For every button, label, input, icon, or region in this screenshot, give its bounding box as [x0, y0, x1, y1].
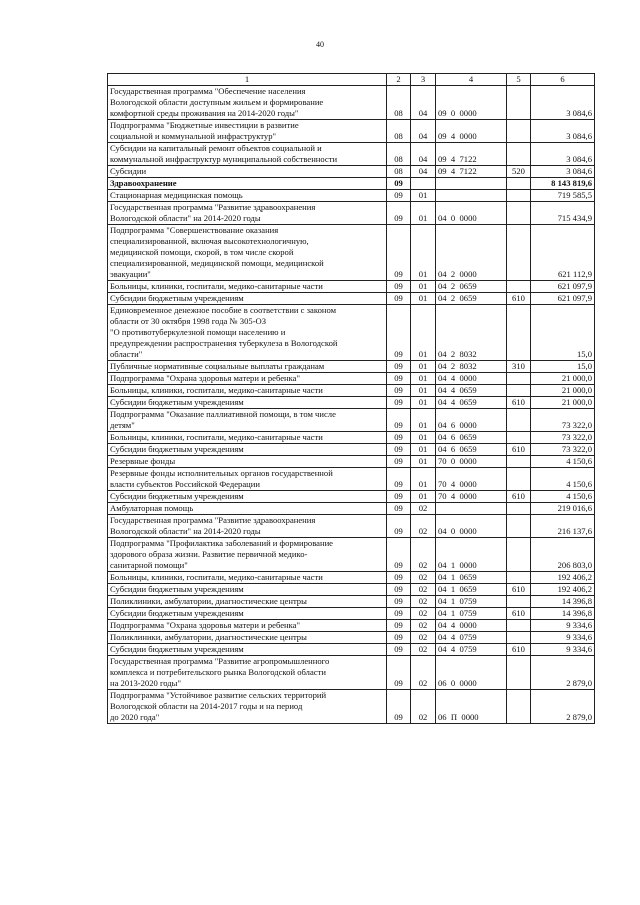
row-expense-type-cell	[507, 143, 531, 166]
row-subsection-cell: 02	[411, 644, 436, 656]
row-target-item-cell: 04 2 0659	[436, 293, 507, 305]
row-amount-cell: 21 000,0	[531, 397, 595, 409]
header-col-section: 2	[387, 74, 411, 86]
row-expense-type-cell	[507, 456, 531, 468]
table-row	[108, 538, 595, 572]
row-amount-cell: 73 322,0	[531, 409, 595, 432]
row-amount-cell: 73 322,0	[531, 432, 595, 444]
row-name-cell: Субсидии бюджетным учреждениям	[108, 608, 387, 620]
table-row	[108, 608, 595, 620]
row-target-item-cell: 04 6 0659	[436, 432, 507, 444]
row-target-item-cell: 04 4 0759	[436, 632, 507, 644]
row-name-cell: Поликлиники, амбулатории, диагностические центры	[108, 632, 387, 644]
row-subsection-cell: 01	[411, 305, 436, 361]
row-expense-type-cell	[507, 690, 531, 724]
row-section-cell: 09	[387, 608, 411, 620]
row-subsection-cell: 01	[411, 293, 436, 305]
row-amount-cell: 192 406,2	[531, 572, 595, 584]
row-expense-type-cell	[507, 281, 531, 293]
row-amount-cell: 15,0	[531, 361, 595, 373]
row-subsection-cell: 02	[411, 503, 436, 515]
row-amount-cell: 15,0	[531, 305, 595, 361]
row-subsection-cell: 02	[411, 620, 436, 632]
header-col-amount: 6	[531, 74, 595, 86]
row-name-cell: Подпрограмма "Устойчивое развитие сельских территорий Вологодской области на 2014-2017 годы и на период до 2020 года"	[108, 690, 387, 724]
row-amount-cell: 2 879,0	[531, 656, 595, 690]
row-target-item-cell: 04 0 0000	[436, 515, 507, 538]
row-subsection-cell: 01	[411, 373, 436, 385]
row-amount-cell: 4 150,6	[531, 456, 595, 468]
row-target-item-cell: 04 4 0659	[436, 397, 507, 409]
row-amount-cell: 219 016,6	[531, 503, 595, 515]
table-row	[108, 572, 595, 584]
row-section-cell: 09	[387, 293, 411, 305]
row-amount-cell: 621 112,9	[531, 225, 595, 281]
row-amount-cell: 14 396,8	[531, 608, 595, 620]
row-expense-type-cell: 610	[507, 608, 531, 620]
row-name-cell: Субсидии на капитальный ремонт объектов социальной и коммунальной инфраструктур муниципальной собственности	[108, 143, 387, 166]
row-target-item-cell: 04 2 8032	[436, 361, 507, 373]
row-expense-type-cell: 610	[507, 584, 531, 596]
row-amount-cell: 73 322,0	[531, 444, 595, 456]
table-row	[108, 596, 595, 608]
row-subsection-cell: 02	[411, 690, 436, 724]
row-amount-cell: 192 406,2	[531, 584, 595, 596]
row-section-cell: 09	[387, 690, 411, 724]
row-target-item-cell	[436, 503, 507, 515]
row-expense-type-cell	[507, 538, 531, 572]
row-target-item-cell: 70 4 0000	[436, 491, 507, 503]
row-subsection-cell: 01	[411, 444, 436, 456]
table-row	[108, 644, 595, 656]
table-row	[108, 178, 595, 190]
row-section-cell: 09	[387, 444, 411, 456]
row-name-cell: Единовременное денежное пособие в соответствии с законом области от 30 октября 1998 года № 305-ОЗ "О противотуберкулезной помощи населению и предупреждении распространения туберкулеза в Вологодской области"	[108, 305, 387, 361]
row-subsection-cell: 04	[411, 120, 436, 143]
row-amount-cell: 2 879,0	[531, 690, 595, 724]
row-name-cell: Субсидии	[108, 166, 387, 178]
row-section-cell: 09	[387, 584, 411, 596]
row-section-cell: 08	[387, 86, 411, 120]
table-row	[108, 361, 595, 373]
table-row	[108, 432, 595, 444]
row-target-item-cell: 06 0 0000	[436, 656, 507, 690]
row-target-item-cell: 04 4 0659	[436, 385, 507, 397]
row-amount-cell: 3 084,6	[531, 166, 595, 178]
row-expense-type-cell	[507, 620, 531, 632]
row-target-item-cell: 70 0 0000	[436, 456, 507, 468]
row-name-cell: Государственная программа "Развитие здравоохранения Вологодской области" на 2014-2020 годы	[108, 202, 387, 225]
row-subsection-cell: 04	[411, 166, 436, 178]
row-name-cell: Публичные нормативные социальные выплаты гражданам	[108, 361, 387, 373]
row-amount-cell: 4 150,6	[531, 491, 595, 503]
row-expense-type-cell	[507, 409, 531, 432]
row-subsection-cell: 01	[411, 361, 436, 373]
row-target-item-cell: 04 0 0000	[436, 202, 507, 225]
row-name-cell: Здравоохранение	[108, 178, 387, 190]
row-name-cell: Резервные фонды	[108, 456, 387, 468]
row-section-cell: 09	[387, 190, 411, 202]
row-amount-cell: 621 097,9	[531, 281, 595, 293]
table-row	[108, 444, 595, 456]
row-name-cell: Государственная программа "Развитие здравоохранения Вологодской области" на 2014-2020 годы	[108, 515, 387, 538]
row-amount-cell: 216 137,6	[531, 515, 595, 538]
row-subsection-cell: 01	[411, 225, 436, 281]
row-name-cell: Стационарная медицинская помощь	[108, 190, 387, 202]
row-section-cell: 09	[387, 432, 411, 444]
header-col-expense-type: 5	[507, 74, 531, 86]
row-subsection-cell: 01	[411, 432, 436, 444]
row-target-item-cell: 04 1 0659	[436, 572, 507, 584]
row-name-cell: Поликлиники, амбулатории, диагностические центры	[108, 596, 387, 608]
row-target-item-cell: 04 1 0659	[436, 584, 507, 596]
table-row	[108, 86, 595, 120]
row-name-cell: Субсидии бюджетным учреждениям	[108, 584, 387, 596]
row-name-cell: Подпрограмма "Профилактика заболеваний и формирование здорового образа жизни. Развитие первичной медико- санитарной помощи"	[108, 538, 387, 572]
row-name-cell: Субсидии бюджетным учреждениям	[108, 397, 387, 409]
row-subsection-cell: 02	[411, 656, 436, 690]
row-subsection-cell: 02	[411, 572, 436, 584]
row-amount-cell: 4 150,6	[531, 468, 595, 491]
row-subsection-cell: 01	[411, 281, 436, 293]
row-section-cell: 08	[387, 143, 411, 166]
row-expense-type-cell: 520	[507, 166, 531, 178]
row-expense-type-cell: 310	[507, 361, 531, 373]
row-section-cell: 09	[387, 656, 411, 690]
row-target-item-cell: 04 4 0759	[436, 644, 507, 656]
row-expense-type-cell	[507, 596, 531, 608]
row-amount-cell: 9 334,6	[531, 644, 595, 656]
row-name-cell: Подпрограмма "Оказание паллиативной помощи, в том числе детям"	[108, 409, 387, 432]
row-subsection-cell: 01	[411, 397, 436, 409]
row-section-cell: 09	[387, 178, 411, 190]
row-section-cell: 09	[387, 503, 411, 515]
row-expense-type-cell	[507, 86, 531, 120]
row-expense-type-cell	[507, 515, 531, 538]
row-name-cell: Субсидии бюджетным учреждениям	[108, 444, 387, 456]
row-expense-type-cell	[507, 178, 531, 190]
row-expense-type-cell	[507, 120, 531, 143]
row-expense-type-cell: 610	[507, 444, 531, 456]
row-section-cell: 09	[387, 596, 411, 608]
row-name-cell: Подпрограмма "Охрана здоровья матери и ребенка"	[108, 373, 387, 385]
table-row	[108, 620, 595, 632]
row-amount-cell: 719 585,5	[531, 190, 595, 202]
row-expense-type-cell: 610	[507, 491, 531, 503]
row-subsection-cell: 01	[411, 468, 436, 491]
row-amount-cell: 206 803,0	[531, 538, 595, 572]
row-expense-type-cell: 610	[507, 397, 531, 409]
row-target-item-cell: 09 4 0000	[436, 120, 507, 143]
table-row	[108, 456, 595, 468]
row-name-cell: Больницы, клиники, госпитали, медико-санитарные части	[108, 385, 387, 397]
row-subsection-cell: 04	[411, 143, 436, 166]
row-amount-cell: 14 396,8	[531, 596, 595, 608]
table-body	[108, 86, 595, 724]
page-number: 40	[316, 40, 324, 49]
row-section-cell: 09	[387, 644, 411, 656]
row-section-cell: 08	[387, 166, 411, 178]
row-amount-cell: 9 334,6	[531, 620, 595, 632]
row-name-cell: Подпрограмма "Совершенствование оказания специализированной, включая высокотехнологичную, медицинской помощи, скорой, в том числе скорой специализированной, медицинской помощи, медицинской эвакуации"	[108, 225, 387, 281]
row-name-cell: Субсидии бюджетным учреждениям	[108, 293, 387, 305]
table-row	[108, 491, 595, 503]
row-target-item-cell: 04 1 0759	[436, 596, 507, 608]
row-target-item-cell: 04 2 8032	[436, 305, 507, 361]
row-amount-cell: 3 084,6	[531, 86, 595, 120]
row-name-cell: Субсидии бюджетным учреждениям	[108, 644, 387, 656]
row-target-item-cell: 09 4 7122	[436, 143, 507, 166]
row-section-cell: 09	[387, 202, 411, 225]
row-expense-type-cell	[507, 305, 531, 361]
row-amount-cell: 715 434,9	[531, 202, 595, 225]
row-target-item-cell: 04 1 0000	[436, 538, 507, 572]
row-name-cell: Амбулаторная помощь	[108, 503, 387, 515]
table-row	[108, 190, 595, 202]
table-row	[108, 656, 595, 690]
row-section-cell: 09	[387, 468, 411, 491]
row-subsection-cell: 01	[411, 409, 436, 432]
row-subsection-cell: 02	[411, 608, 436, 620]
row-target-item-cell: 04 4 0000	[436, 620, 507, 632]
row-target-item-cell: 70 4 0000	[436, 468, 507, 491]
table-row	[108, 305, 595, 361]
table-row	[108, 690, 595, 724]
row-subsection-cell: 01	[411, 385, 436, 397]
row-name-cell: Государственная программа "Развитие агропромышленного комплекса и потребительского рынка Вологодской области на 2013-2020 годы"	[108, 656, 387, 690]
table-row	[108, 385, 595, 397]
table-row	[108, 281, 595, 293]
table-row	[108, 468, 595, 491]
row-expense-type-cell	[507, 385, 531, 397]
row-name-cell: Подпрограмма "Охрана здоровья матери и ребенка"	[108, 620, 387, 632]
row-name-cell: Больницы, клиники, госпитали, медико-санитарные части	[108, 281, 387, 293]
row-amount-cell: 621 097,9	[531, 293, 595, 305]
row-subsection-cell: 04	[411, 86, 436, 120]
row-subsection-cell: 02	[411, 538, 436, 572]
row-expense-type-cell	[507, 190, 531, 202]
row-amount-cell: 9 334,6	[531, 632, 595, 644]
table-row	[108, 166, 595, 178]
row-subsection-cell: 01	[411, 491, 436, 503]
row-target-item-cell: 06 П 0000	[436, 690, 507, 724]
row-subsection-cell: 02	[411, 596, 436, 608]
row-subsection-cell: 01	[411, 190, 436, 202]
row-section-cell: 09	[387, 620, 411, 632]
row-expense-type-cell	[507, 503, 531, 515]
table-row	[108, 293, 595, 305]
budget-table	[107, 73, 595, 724]
table-row	[108, 202, 595, 225]
row-subsection-cell: 01	[411, 202, 436, 225]
row-section-cell: 09	[387, 397, 411, 409]
row-target-item-cell: 04 1 0759	[436, 608, 507, 620]
row-target-item-cell: 04 2 0000	[436, 225, 507, 281]
row-target-item-cell: 04 6 0000	[436, 409, 507, 432]
row-section-cell: 09	[387, 281, 411, 293]
row-subsection-cell: 01	[411, 456, 436, 468]
row-section-cell: 09	[387, 409, 411, 432]
row-name-cell: Субсидии бюджетным учреждениям	[108, 491, 387, 503]
row-amount-cell: 3 084,6	[531, 143, 595, 166]
row-section-cell: 09	[387, 225, 411, 281]
row-section-cell: 09	[387, 572, 411, 584]
row-expense-type-cell: 610	[507, 293, 531, 305]
row-section-cell: 09	[387, 373, 411, 385]
header-col-subsection: 3	[411, 74, 436, 86]
row-name-cell: Больницы, клиники, госпитали, медико-санитарные части	[108, 572, 387, 584]
row-section-cell: 09	[387, 491, 411, 503]
row-subsection-cell: 02	[411, 515, 436, 538]
row-target-item-cell: 09 4 7122	[436, 166, 507, 178]
row-section-cell: 09	[387, 305, 411, 361]
row-target-item-cell	[436, 190, 507, 202]
row-name-cell: Государственная программа "Обеспечение населения Вологодской области доступным жильем и формирование комфортной среды проживания на 2014-2020 годы"	[108, 86, 387, 120]
row-target-item-cell: 04 2 0659	[436, 281, 507, 293]
row-expense-type-cell	[507, 632, 531, 644]
row-amount-cell: 21 000,0	[531, 385, 595, 397]
table-row	[108, 143, 595, 166]
row-target-item-cell: 04 6 0659	[436, 444, 507, 456]
row-expense-type-cell	[507, 202, 531, 225]
row-section-cell: 09	[387, 456, 411, 468]
row-amount-cell: 8 143 819,6	[531, 178, 595, 190]
row-amount-cell: 21 000,0	[531, 373, 595, 385]
row-section-cell: 09	[387, 538, 411, 572]
table-row	[108, 632, 595, 644]
row-expense-type-cell	[507, 468, 531, 491]
row-amount-cell: 3 084,6	[531, 120, 595, 143]
row-section-cell: 09	[387, 361, 411, 373]
row-name-cell: Резервные фонды исполнительных органов государственной власти субъектов Российской Федерации	[108, 468, 387, 491]
table-row	[108, 225, 595, 281]
header-col-target-item: 4	[436, 74, 507, 86]
row-target-item-cell: 04 4 0000	[436, 373, 507, 385]
row-expense-type-cell	[507, 572, 531, 584]
row-expense-type-cell: 610	[507, 644, 531, 656]
row-section-cell: 09	[387, 385, 411, 397]
row-section-cell: 09	[387, 632, 411, 644]
row-target-item-cell	[436, 178, 507, 190]
row-subsection-cell: 02	[411, 632, 436, 644]
row-subsection-cell: 02	[411, 584, 436, 596]
row-name-cell: Больницы, клиники, госпитали, медико-санитарные части	[108, 432, 387, 444]
table-row	[108, 503, 595, 515]
row-expense-type-cell	[507, 656, 531, 690]
table-header-row	[108, 74, 595, 86]
row-section-cell: 08	[387, 120, 411, 143]
row-expense-type-cell	[507, 432, 531, 444]
row-target-item-cell: 09 0 0000	[436, 86, 507, 120]
table-row	[108, 373, 595, 385]
row-subsection-cell	[411, 178, 436, 190]
row-expense-type-cell	[507, 225, 531, 281]
table-row	[108, 120, 595, 143]
table-row	[108, 584, 595, 596]
header-col-name: 1	[108, 74, 387, 86]
table-row	[108, 515, 595, 538]
row-name-cell: Подпрограмма "Бюджетные инвестиции в развитие социальной и коммунальной инфраструктур"	[108, 120, 387, 143]
row-section-cell: 09	[387, 515, 411, 538]
table-row	[108, 409, 595, 432]
table-row	[108, 397, 595, 409]
row-expense-type-cell	[507, 373, 531, 385]
